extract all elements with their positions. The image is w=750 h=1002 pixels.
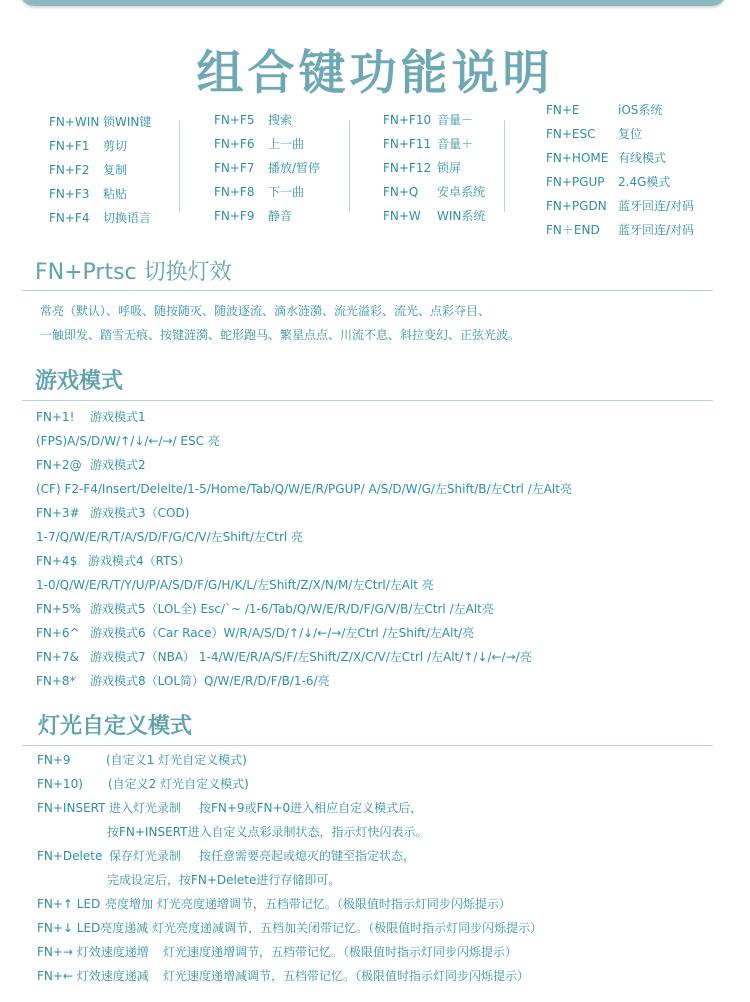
section-divider [22, 290, 713, 291]
light-effects-line: 常亮（默认）、呼吸、随按随灭、随波逐流、滴水涟漪、流光溢彩、流光、点彩夺目、 [40, 304, 491, 318]
section-divider [22, 400, 713, 401]
game-key: FN+4$ [36, 554, 78, 568]
fn-desc: 下一曲 [268, 185, 305, 199]
game-desc: 游戏模式2 [90, 458, 146, 472]
custom-desc: (自定义2 灯光自定义模式) [108, 777, 249, 791]
fn-key: FN+F9 [214, 209, 255, 223]
custom-action: 保存灯光录制 [109, 849, 182, 863]
fn-key: FN+PGUP [546, 175, 605, 189]
custom-desc: 灯光速度递增调节，五档带记忆。（极限值时指示灯同步闪烁提示） [163, 945, 518, 959]
custom-key: FN+Delete [37, 849, 103, 863]
light-effects-list [40, 299, 520, 347]
fn-desc: 上一曲 [268, 137, 305, 151]
game-desc: 游戏模式7（NBA） 1-4/W/E/R/A/S/F/左Shift/Z/X/C/V/左Ctrl /左Alt/↑/↓/←/→/亮 [90, 650, 532, 664]
custom-desc: 按任意需要亮起或熄灭的键至指定状态， [199, 849, 416, 863]
fn-desc: 锁屏 [437, 161, 462, 175]
custom-desc: (自定义1 灯光自定义模式) [106, 753, 247, 767]
fn-key: FN+WIN [49, 115, 100, 129]
fn-key: FN+F3 [49, 187, 90, 201]
fn-desc: 复制 [103, 163, 128, 177]
game-key: FN+6^ [36, 626, 80, 640]
game-desc: 游戏模式4（RTS） [88, 554, 191, 568]
game-key: FN+3# [36, 506, 80, 520]
game-desc: 游戏模式6（Car Race）W/R/A/S/D/↑/↓/←/→/左Ctrl /左Shift/左Alt/亮 [90, 626, 475, 640]
fn-key: FN+F6 [214, 137, 255, 151]
game-desc: 游戏模式8（LOL简）Q/W/E/R/D/F/B/1-6/亮 [90, 674, 330, 688]
column-divider [504, 120, 505, 212]
custom-desc: 灯光速度递增减调节，五档带记忆。（极限值时指示灯同步闪烁提示） [163, 969, 530, 983]
game-key: FN+2@ [36, 458, 82, 472]
custom-key: FN+INSERT [37, 801, 106, 815]
top-decoration-bar [20, 0, 726, 6]
fn-key: FN+F1 [49, 139, 90, 153]
custom-desc: 按FN+9或FN+0进入相应自定义模式后， [199, 801, 423, 815]
custom-key: FN+10) [37, 777, 83, 791]
fn-column-1 [49, 110, 151, 230]
game-key: FN+5% [36, 602, 81, 616]
fn-desc: 播放/暂停 [268, 161, 321, 175]
fn-desc: WIN系统 [437, 209, 486, 223]
custom-key: FN+9 [37, 753, 71, 767]
fn-key: FN+Q [383, 185, 419, 199]
fn-desc: 搜索 [268, 113, 293, 127]
fn-key: FN+ESC [546, 127, 596, 141]
fn-key: FN+F4 [49, 211, 90, 225]
fn-key: FN+PGDN [546, 199, 607, 213]
page-title: 组合键功能说明 [196, 46, 554, 101]
fn-desc: 蓝牙回连/对码 [618, 199, 695, 213]
section-divider [22, 745, 713, 746]
fn-column-4 [546, 98, 694, 242]
fn-key: FN+F10 [383, 113, 432, 127]
fn-key: FN+E [546, 103, 580, 117]
fn-desc: 切换语言 [103, 211, 152, 225]
fn-desc: 剪切 [103, 139, 128, 153]
game-desc: 游戏模式5（LOL全) Esc/`~ /1-6/Tab/Q/W/E/R/D/F/G/V/B/左Ctrl /左Alt亮 [90, 602, 494, 616]
fn-desc: 复位 [618, 127, 643, 141]
fn-key: FN+F11 [383, 137, 432, 151]
fn-key: FN+F5 [214, 113, 255, 127]
fn-key: FN+F2 [49, 163, 90, 177]
fn-desc: 音量－ [437, 113, 474, 127]
column-divider [349, 120, 350, 212]
fn-key: FN+F12 [383, 161, 432, 175]
fn-desc: 粘贴 [103, 187, 128, 201]
fn-key: FN+W [383, 209, 421, 223]
game-mode-list [36, 405, 572, 693]
game-detail: 1-0/Q/W/E/R/T/Y/U/P/A/S/D/F/G/H/K/L/左Shift/Z/X/N/M/左Ctrl/左Alt 亮 [36, 578, 434, 592]
fn-column-3 [383, 108, 485, 228]
fn-desc: 有线模式 [618, 151, 667, 165]
custom-desc: 按FN+INSERT进入自定义点彩录制状态，指示灯快闪表示。 [107, 825, 428, 839]
custom-desc: 完成设定后，按FN+Delete进行存储即可。 [107, 873, 341, 887]
fn-key: FN+F7 [214, 161, 255, 175]
game-detail: (CF) F2-F4/Insert/Delelte/1-5/Home/Tab/Q/W/E/R/PGUP/ A/S/D/W/G/左Shift/B/左Ctrl /左Alt亮 [36, 482, 572, 496]
section-title-light-effects: FN+Prtsc 切换灯效 [35, 260, 232, 285]
fn-desc: 静音 [268, 209, 293, 223]
light-effects-line: 一触即发、踏雪无痕、按键涟漪、蛇形跑马、繁星点点、川流不息、斜拉变幻、正弦光波。 [40, 328, 521, 342]
fn-desc: iOS系统 [618, 103, 663, 117]
custom-desc: FN+↓ LED亮度递减 灯光亮度递减调节，五档加关闭带记忆。（极限值时指示灯同步闪烁提示） [37, 921, 543, 935]
game-key: FN+7& [36, 650, 79, 664]
fn-desc: 蓝牙回连/对码 [618, 223, 695, 237]
fn-desc: 音量＋ [437, 137, 474, 151]
fn-column-2 [214, 108, 320, 228]
game-key: FN+8* [36, 674, 76, 688]
custom-key: FN+← 灯效速度递减 [37, 969, 149, 983]
custom-action: 进入灯光录制 [109, 801, 182, 815]
fn-desc: 锁WIN键 [103, 115, 152, 129]
fn-key: FN+F8 [214, 185, 255, 199]
game-desc: 游戏模式1 [90, 410, 146, 424]
game-detail: 1-7/Q/W/E/R/T/A/S/D/F/G/C/V/左Shift/左Ctrl 亮 [36, 530, 304, 544]
custom-desc: 亮度增加 灯光亮度递增调节，五档带记忆。（极限值时指示灯同步闪烁提示） [105, 897, 511, 911]
game-detail: (FPS)A/S/D/W/↑/↓/←/→/ ESC 亮 [36, 434, 220, 448]
custom-light-list [37, 748, 542, 988]
fn-key: FN+HOME [546, 151, 609, 165]
game-key: FN+1! [36, 410, 75, 424]
section-title-custom-light: 灯光自定义模式 [38, 714, 193, 739]
custom-key: FN+→ 灯效速度递增 [37, 945, 149, 959]
game-desc: 游戏模式3（COD) [90, 506, 190, 520]
section-title-game-mode: 游戏模式 [35, 369, 124, 394]
fn-desc: 安卓系统 [437, 185, 486, 199]
fn-key: FN＋END [546, 223, 600, 237]
fn-desc: 2.4G模式 [618, 175, 671, 189]
column-divider [179, 120, 180, 212]
custom-key: FN+↑ LED [37, 897, 101, 911]
